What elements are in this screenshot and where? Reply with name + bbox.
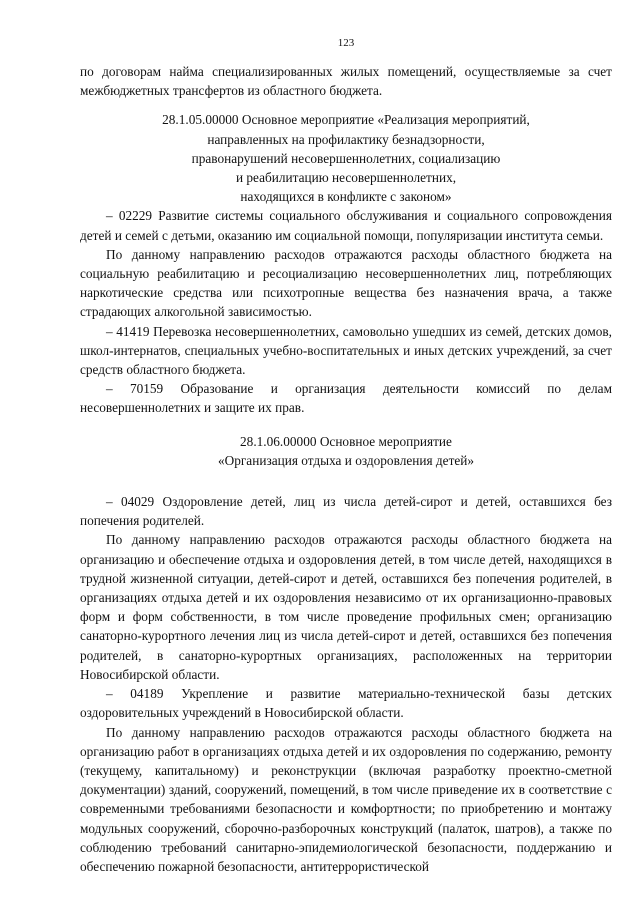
intro-paragraph: по договорам найма специализированных жилых помещений, осуществляемые за счет межбюджетных трансфертов из областного бюджета. [80, 64, 612, 99]
section1-paragraph: – 41419 Перевозка несовершеннолетних, самовольно ушедших из семей, детских домов, школ-интернатов, специальных учебно-воспитательных и иных детских учреждений, за счет средств областного бюджета. [80, 323, 612, 378]
section1-heading-line: правонарушений несовершеннолетних, социализацию [191, 150, 501, 166]
section1-paragraph: По данному направлению расходов отражаются расходы областного бюджета на социальную реабилитацию и ресоциализацию несовершеннолетних лиц, потребляющих наркотические средства или психотропные вещества без назначения врача, а также страдающих алкогольной зависимостью. [80, 246, 612, 320]
section2-paragraph: – 04029 Оздоровление детей, лиц из числа детей-сирот и детей, оставшихся без попечения родителей. [80, 494, 612, 529]
section1-heading [80, 110, 612, 206]
section2-paragraph: По данному направлению расходов отражаются расходы областного бюджета на организацию и обеспечение отдыха и оздоровления детей, в том числе детей, находящихся в трудной жизненной ситуации, детей-сирот и детей, оставшихся без попечения родителей, в организациях отдыха детей и их оздоровления независимо от их организационно-правовых форм и форм собственности, в том числе проведение профильных смен; организацию санаторно-курортного лечения лиц из числа детей-сирот и детей, оставшихся без попечения родителей, в санаторно-курортных организациях, расположенных на территории Новосибирской области. [80, 532, 612, 682]
section2-heading-line: «Организация отдыха и оздоровления детей» [217, 452, 475, 468]
section2-heading [80, 432, 612, 470]
section1-paragraph: – 70159 Образование и организация деятельности комиссий по делам несовершеннолетних и защите их прав. [80, 381, 612, 416]
section1-heading-line: и реабилитацию несовершеннолетних, [235, 170, 457, 186]
page-number: 123 [337, 37, 355, 49]
section1-heading-line: находящихся в конфликте с законом» [240, 189, 452, 205]
section1-paragraph: – 02229 Развитие системы социального обслуживания и социального сопровождения детей и семей с детьми, оказанию им социальной помощи, популяризации института семьи. [80, 208, 612, 243]
section1-heading-line: направленных на профилактику безнадзорности, [207, 131, 485, 147]
section2-heading-line: 28.1.06.00000 Основное мероприятие [240, 433, 452, 449]
section2-paragraph: – 04189 Укрепление и развитие материально-технической базы детских оздоровительных учреждений в Новосибирской области. [80, 686, 612, 721]
section2-paragraph: По данному направлению расходов отражаются расходы областного бюджета на организацию работ в организациях отдыха детей и их оздоровления по содержанию, ремонту (текущему, капитальному) и реконструкции (включая разработку проектно-сметной документации) зданий, сооружений, помещений, в том числе приведение их в соответствие с современными требованиями безопасности и комфортности; по приобретению и монтажу модульных сооружений, сборочно-разборочных конструкций (палаток, шатров), а также по соблюдению требований санитарно-эпидемиологической безопасности, поддержанию и обеспечению пожарной безопасности, антитеррористической [80, 724, 612, 874]
section1-heading-line: 28.1.05.00000 Основное мероприятие «Реализация мероприятий, [162, 112, 530, 128]
